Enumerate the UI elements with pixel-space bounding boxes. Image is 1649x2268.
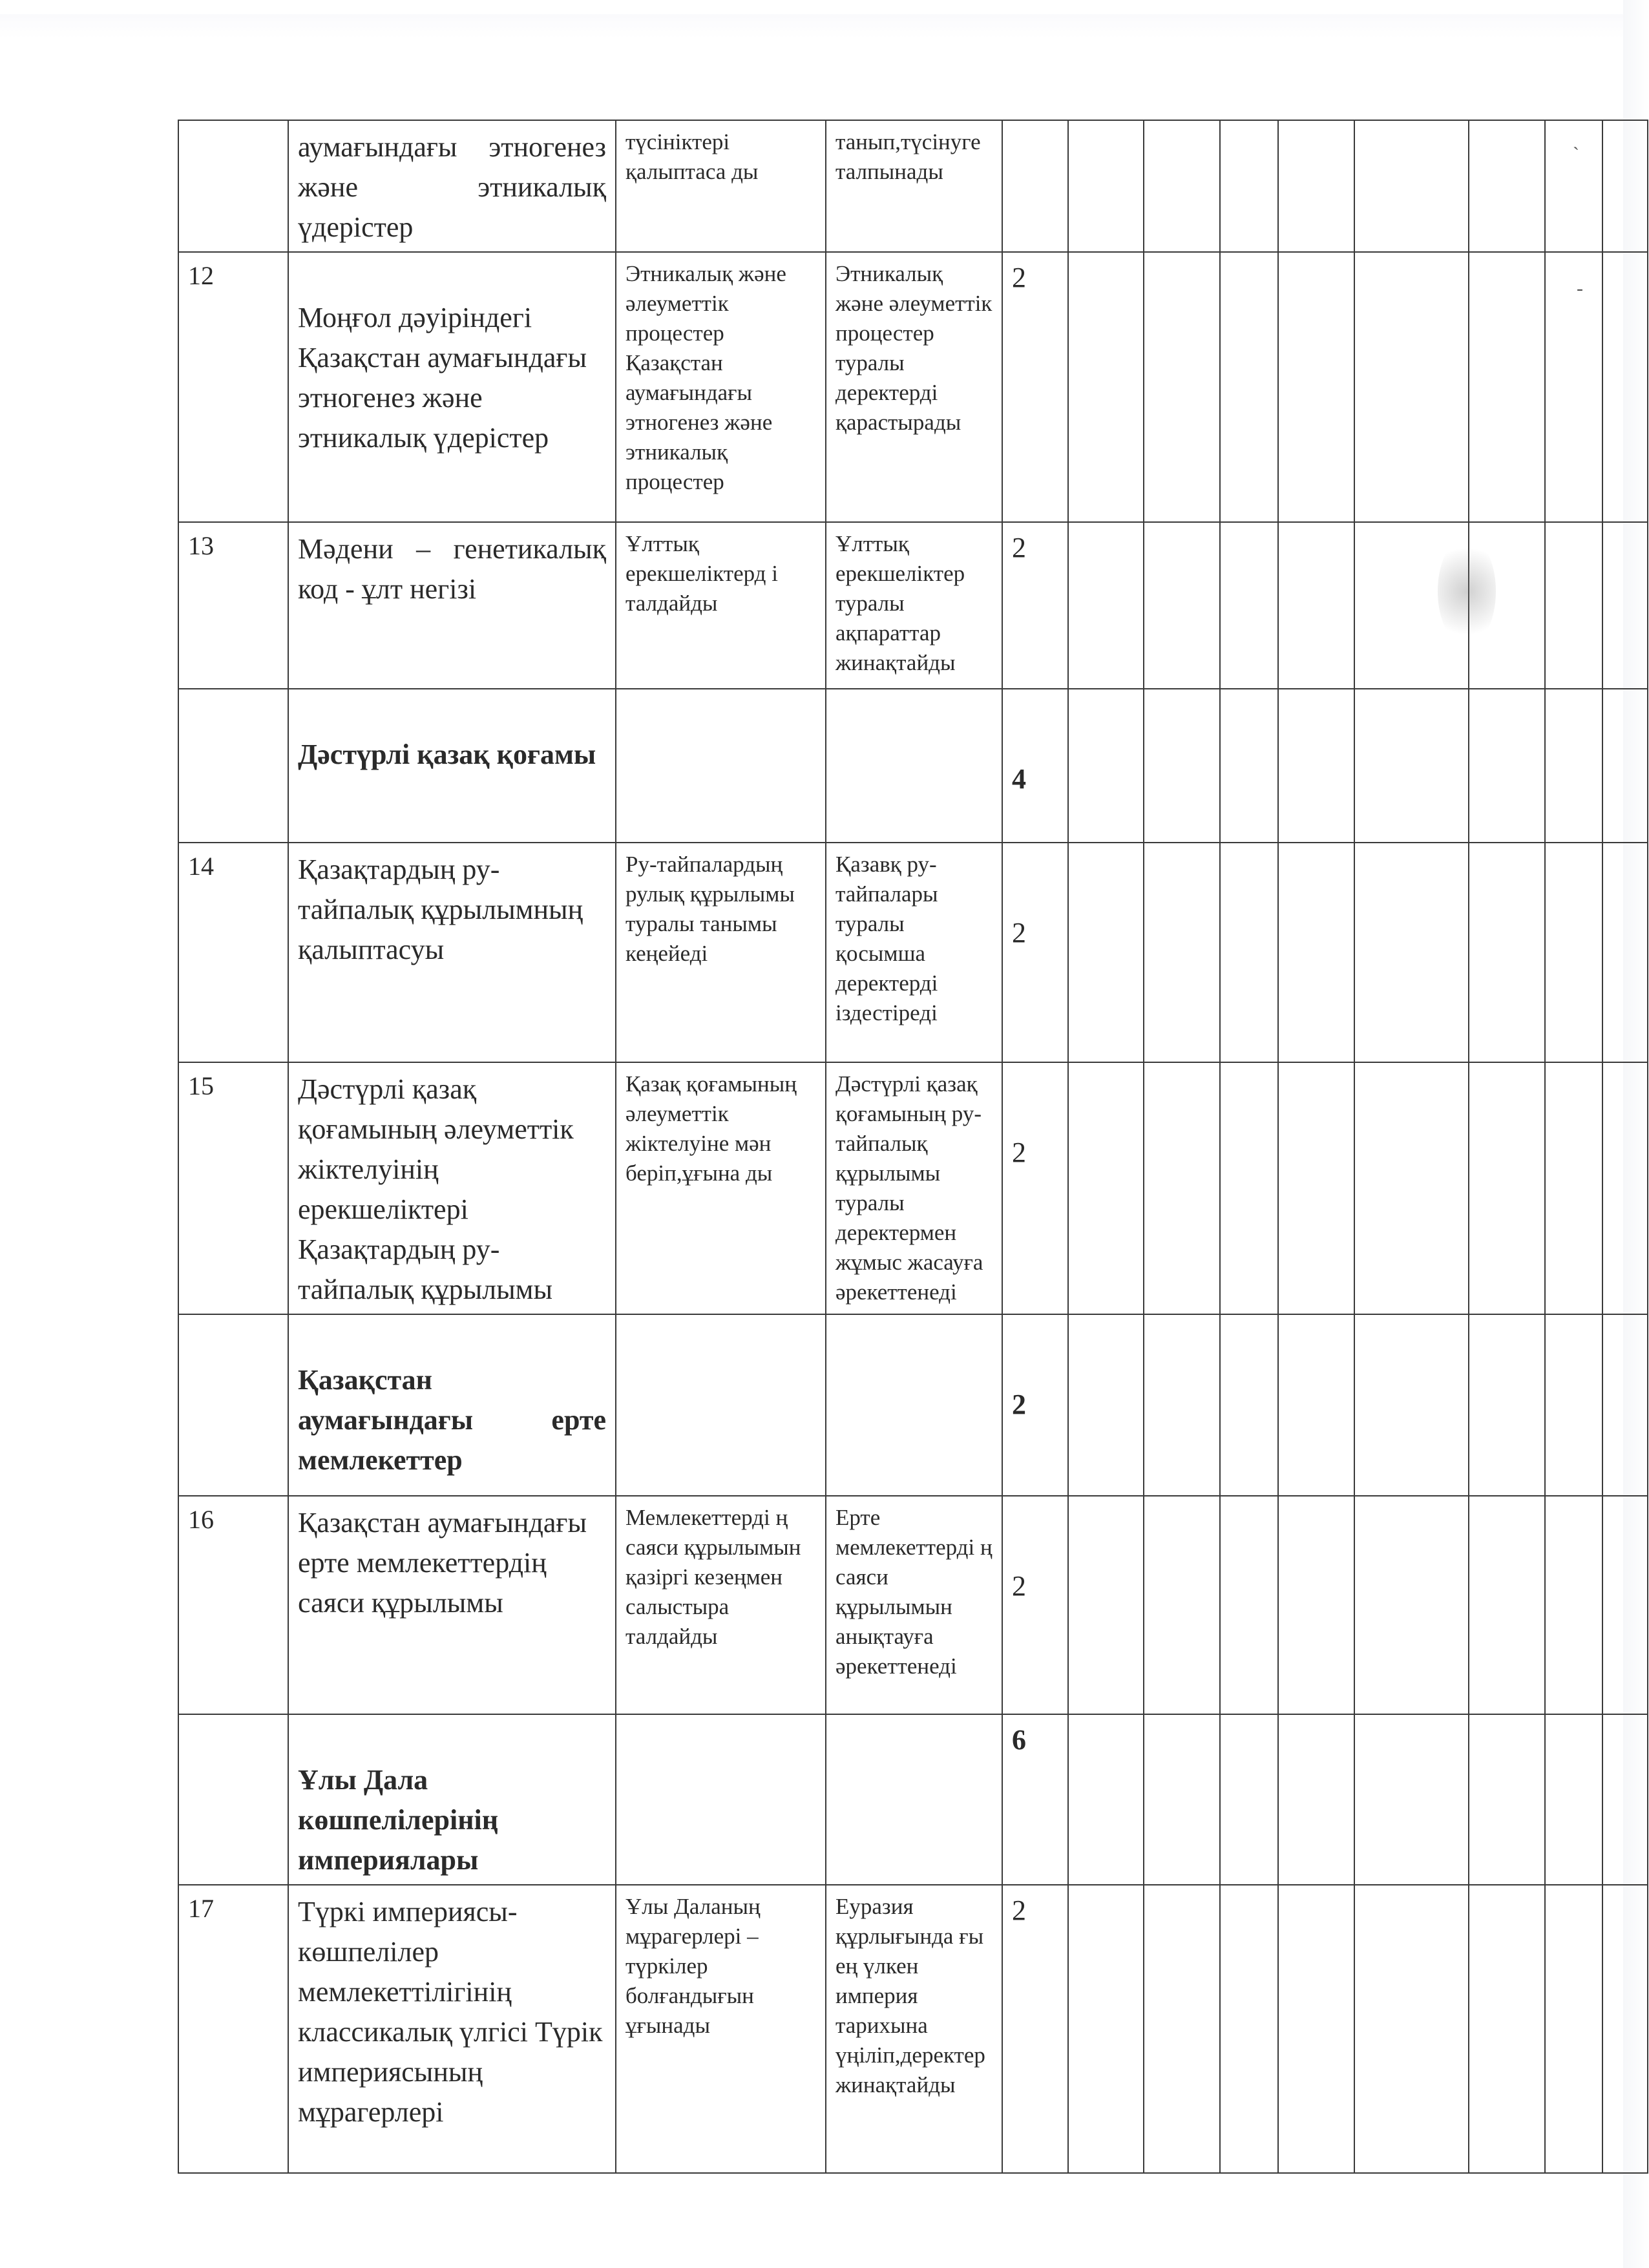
lesson-number-cell (178, 1314, 288, 1496)
lesson-number-cell (178, 120, 288, 252)
expected-result-cell: Этникалық және әлеуметтік процестер туралы деректерді қарастырады (826, 252, 1002, 522)
scan-smudge (1438, 536, 1496, 646)
learning-objective-cell (616, 1314, 826, 1496)
topic-cell: Дәстүрлі қазақ қоғамының әлеуметтік жіктелуінің ерекшеліктері Қазақтардың ру-тайпалық құрылымы (288, 1062, 616, 1314)
empty-cell (1220, 522, 1278, 689)
empty-cell (1354, 843, 1469, 1062)
empty-cell (1602, 1714, 1648, 1885)
learning-objective-cell: түсініктері қалыптаса ды (616, 120, 826, 252)
empty-cell (1602, 689, 1648, 843)
lesson-number-cell: 15 (178, 1062, 288, 1314)
table-row (178, 1496, 1648, 1714)
topic-cell: Мәдени – генетикалық код - ұлт негізі (288, 522, 616, 689)
empty-cell (1068, 1062, 1144, 1314)
empty-cell (1354, 1062, 1469, 1314)
empty-cell (1602, 1885, 1648, 2173)
empty-cell (1220, 252, 1278, 522)
empty-cell (1068, 1885, 1144, 2173)
empty-cell (1278, 689, 1354, 843)
lesson-number-cell (178, 1714, 288, 1885)
empty-cell (1144, 1062, 1220, 1314)
empty-cell (1469, 1062, 1545, 1314)
expected-result-cell: Еуразия құрлығында ғы ең үлкен империя тарихына үңіліп,деректер жинақтайды (826, 1885, 1002, 2173)
empty-cell (1545, 1496, 1602, 1714)
empty-cell (1278, 1885, 1354, 2173)
empty-cell (1068, 252, 1144, 522)
lesson-number-cell: 17 (178, 1885, 288, 2173)
empty-cell (1545, 252, 1602, 522)
learning-objective-cell (616, 689, 826, 843)
empty-cell (1278, 522, 1354, 689)
hours-cell: 2 (1002, 252, 1068, 522)
empty-cell (1545, 689, 1602, 843)
empty-cell (1220, 689, 1278, 843)
empty-cell (1220, 843, 1278, 1062)
empty-cell (1469, 1885, 1545, 2173)
empty-cell (1068, 843, 1144, 1062)
empty-cell (1354, 1885, 1469, 2173)
topic-cell: аумағындағы этногенез және этникалық үдерістер (288, 120, 616, 252)
empty-cell (1469, 843, 1545, 1062)
hours-cell: 2 (1002, 1062, 1068, 1314)
hours-cell: 6 (1002, 1714, 1068, 1885)
empty-cell (1602, 1314, 1648, 1496)
empty-cell (1278, 1714, 1354, 1885)
empty-cell (1144, 843, 1220, 1062)
empty-cell (1278, 120, 1354, 252)
empty-cell (1354, 120, 1469, 252)
learning-objective-cell: Қазақ қоғамының әлеуметтік жіктелуіне мән беріп,ұғына ды (616, 1062, 826, 1314)
empty-cell (1220, 120, 1278, 252)
hours-cell: 4 (1002, 689, 1068, 843)
empty-cell (1602, 252, 1648, 522)
empty-cell (1068, 1714, 1144, 1885)
learning-objective-cell: Ұлттық ерекшеліктерд і талдайды (616, 522, 826, 689)
empty-cell (1068, 1496, 1144, 1714)
empty-cell (1354, 252, 1469, 522)
empty-cell (1220, 1885, 1278, 2173)
hours-cell: 2 (1002, 1496, 1068, 1714)
empty-cell (1545, 1885, 1602, 2173)
table-row (178, 252, 1648, 522)
learning-objective-cell: Мемлекеттерді ң саяси құрылымын қазіргі кезеңмен салыстыра талдайды (616, 1496, 826, 1714)
empty-cell (1469, 1496, 1545, 1714)
topic-cell: Моңғол дәуіріндегі Қазақстан аумағындағы этногенез және этникалық үдерістер (288, 252, 616, 522)
empty-cell (1545, 1062, 1602, 1314)
empty-cell (1068, 120, 1144, 252)
empty-cell (1278, 843, 1354, 1062)
empty-cell (1220, 1314, 1278, 1496)
empty-cell (1144, 1496, 1220, 1714)
empty-cell (1144, 689, 1220, 843)
hours-cell (1002, 120, 1068, 252)
table-row (178, 843, 1648, 1062)
empty-cell (1469, 252, 1545, 522)
empty-cell (1144, 1714, 1220, 1885)
table-row (178, 522, 1648, 689)
empty-cell (1354, 1314, 1469, 1496)
empty-cell (1469, 120, 1545, 252)
section-row (178, 689, 1648, 843)
hours-cell: 2 (1002, 843, 1068, 1062)
table-body (178, 120, 1648, 2173)
topic-cell: Түркі империясы-көшпелілер мемлекеттілігінің классикалық үлгісі Түрік империясының мұрагерлері (288, 1885, 616, 2173)
topic-cell: Дәстүрлі қазақ қоғамы (288, 689, 616, 843)
learning-objective-cell: Этникалық және әлеуметтік процестер Қазақстан аумағындағы этногенез және этникалық процестер (616, 252, 826, 522)
empty-cell (1144, 522, 1220, 689)
empty-cell (1545, 522, 1602, 689)
empty-cell (1068, 689, 1144, 843)
empty-cell (1469, 689, 1545, 843)
lesson-number-cell (178, 689, 288, 843)
section-row (178, 1314, 1648, 1496)
empty-cell (1545, 1314, 1602, 1496)
empty-cell (1144, 252, 1220, 522)
topic-cell: Қазақтардың ру-тайпалық құрылымның қалыптасуы (288, 843, 616, 1062)
expected-result-cell: танып,түсінуге талпынады (826, 120, 1002, 252)
learning-objective-cell: Ру-тайпалардың рулық құрылымы туралы танымы кеңейеді (616, 843, 826, 1062)
empty-cell (1602, 120, 1648, 252)
empty-cell (1278, 1496, 1354, 1714)
empty-cell (1220, 1714, 1278, 1885)
empty-cell (1144, 1314, 1220, 1496)
empty-cell (1354, 1714, 1469, 1885)
learning-objective-cell: Ұлы Даланың мұрагерлері – түркілер болғандығын ұғынады (616, 1885, 826, 2173)
table-row (178, 1062, 1648, 1314)
empty-cell (1602, 522, 1648, 689)
empty-cell (1545, 120, 1602, 252)
lesson-number-cell: 16 (178, 1496, 288, 1714)
hours-cell: 2 (1002, 1885, 1068, 2173)
empty-cell (1545, 1714, 1602, 1885)
expected-result-cell: Ұлттық ерекшеліктер туралы ақпараттар жинақтайды (826, 522, 1002, 689)
empty-cell (1220, 1062, 1278, 1314)
hours-cell: 2 (1002, 1314, 1068, 1496)
expected-result-cell (826, 1714, 1002, 1885)
topic-cell: Ұлы Дала көшпелілерінің империялары (288, 1714, 616, 1885)
expected-result-cell (826, 1314, 1002, 1496)
empty-cell (1068, 522, 1144, 689)
empty-cell (1602, 1062, 1648, 1314)
empty-cell (1354, 1496, 1469, 1714)
empty-cell (1602, 843, 1648, 1062)
empty-cell (1469, 1314, 1545, 1496)
empty-cell (1278, 1062, 1354, 1314)
empty-cell (1545, 843, 1602, 1062)
empty-cell (1469, 1714, 1545, 1885)
hours-cell: 2 (1002, 522, 1068, 689)
section-row (178, 1714, 1648, 1885)
scan-mark: - (1577, 278, 1583, 299)
empty-cell (1354, 689, 1469, 843)
lesson-number-cell: 12 (178, 252, 288, 522)
learning-objective-cell (616, 1714, 826, 1885)
expected-result-cell: Қазавқ ру-тайпалары туралы қосымша деректерді іздестіреді (826, 843, 1002, 1062)
topic-cell: Қазақстан аумағындағы ерте мемлекеттердің саяси құрылымы (288, 1496, 616, 1714)
empty-cell (1068, 1314, 1144, 1496)
expected-result-cell (826, 689, 1002, 843)
empty-cell (1278, 252, 1354, 522)
expected-result-cell: Ерте мемлекеттерді ң саяси құрылымын анықтауға әрекеттенеді (826, 1496, 1002, 1714)
expected-result-cell: Дәстүрлі қазақ қоғамының ру-тайпалық құрылымы туралы деректермен жұмыс жасауға әрекеттенеді (826, 1062, 1002, 1314)
curriculum-table (178, 120, 1648, 2174)
scan-mark: ˋ (1573, 143, 1579, 165)
table-row (178, 1885, 1648, 2173)
lesson-number-cell: 13 (178, 522, 288, 689)
lesson-number-cell: 14 (178, 843, 288, 1062)
empty-cell (1278, 1314, 1354, 1496)
empty-cell (1144, 1885, 1220, 2173)
empty-cell (1144, 120, 1220, 252)
empty-cell (1220, 1496, 1278, 1714)
table-row (178, 120, 1648, 252)
empty-cell (1602, 1496, 1648, 1714)
scan-top-margin (0, 0, 1649, 14)
topic-cell: Қазақстан аумағындағы ерте мемлекеттер (288, 1314, 616, 1496)
